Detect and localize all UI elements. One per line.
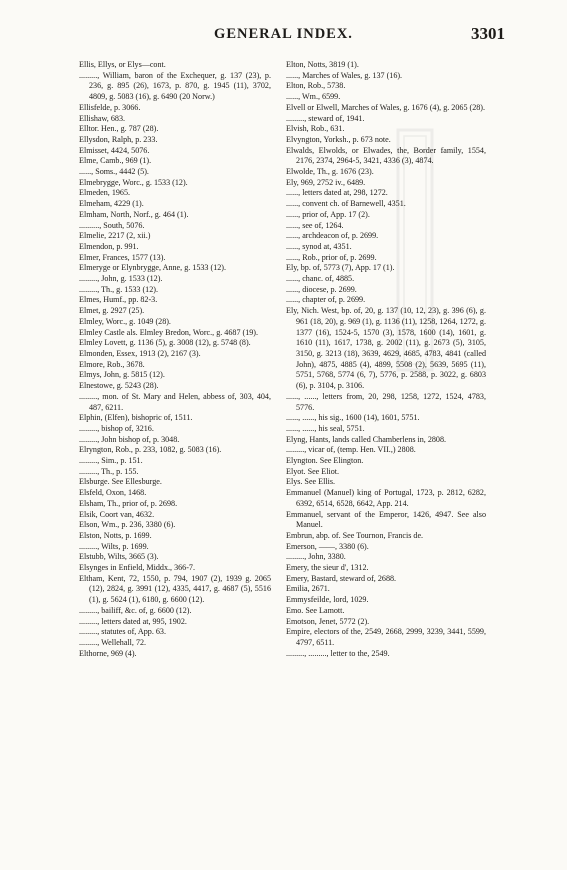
index-entry: Elvell or Elwell, Marches of Wales, g. 1676 (4), g. 2065 (28).	[286, 102, 486, 112]
index-entry: Emilia, 2671.	[286, 584, 330, 594]
index-entry: ........., letters dated at, 995, 1902.	[79, 616, 187, 626]
index-entry: Elsik, Coort van, 4632.	[79, 509, 155, 519]
index-entry: Elmley Castle als. Elmley Bredon, Worc., g. 4687 (19).	[79, 327, 259, 337]
index-entry: Emery, Bastard, steward of, 2688.	[286, 573, 397, 583]
index-entry: Elryngton, Rob., p. 233, 1082, g. 5083 (16).	[79, 445, 222, 455]
index-entry: ........., vicar of, (temp. Hen. VII.,) 2808.	[286, 445, 416, 455]
index-entry: ......, see of, 1264.	[286, 220, 344, 230]
index-entry: Ely, bp. of, 5773 (7), App. 17 (1).	[286, 263, 395, 273]
index-entry: Ellishaw, 683.	[79, 113, 126, 123]
index-entry: ........., Wilts, p. 1699.	[79, 541, 149, 551]
index-entry: ........., bishop of, 3216.	[79, 423, 154, 433]
index-entry: ......, diocese, p. 2699.	[286, 284, 357, 294]
index-entry: ........., bailiff, &c. of, g. 6600 (12).	[79, 605, 192, 615]
page-number: 3301	[471, 24, 505, 43]
index-entry: ........., William, baron of the Exchequer, g. 137 (23), p. 236, g. 895 (26), 1673, p. 870, g. 1945 (11), 3702, 4809, g. 5083 (16), g. 6490 (20 Norw.)	[79, 70, 271, 102]
index-entry: Elnestowe, g. 5243 (28).	[79, 381, 159, 391]
index-entry: ........., Wellehall, 72.	[79, 637, 147, 647]
index-entry: ........., mon. of St. Mary and Helen, abbess of, 303, 404, 487, 6211.	[79, 391, 271, 412]
index-entry: ......, synod at, 4351.	[286, 241, 352, 251]
index-entry: Embrun, abp. of. See Tournon, Francis de.	[286, 530, 424, 540]
index-entry: ......, archdeacon of, p. 2699.	[286, 231, 379, 241]
index-entry: Emo. See Lamott.	[286, 605, 345, 615]
index-entry: Elmore, Rob., 3678.	[79, 359, 145, 369]
index-entry: .........., South, 5076.	[79, 220, 145, 230]
index-entry: ......, convent ch. of Barnewell, 4351.	[286, 199, 406, 209]
index-entry: Eltham, Kent, 72, 1550, p. 794, 1907 (2), 1939 g. 2065 (12), 2824, g. 3991 (12), 4335, 4417, g. 4687 (5), 5516 (1), g. 5624 (1), 6180, g. 6600 (12).	[79, 573, 271, 605]
index-entry: Emery, the sieur d', 1312.	[286, 563, 369, 573]
index-entry: ......, letters dated at, 298, 1272.	[286, 188, 388, 198]
index-entry: Elvyngton, Yorksh., p. 673 note.	[286, 134, 391, 144]
index-entry: ......, prior of, App. 17 (2).	[286, 209, 370, 219]
index-entry: ........., Th., g. 1533 (12).	[79, 284, 158, 294]
index-entry: Elltor. Hen., g. 787 (28).	[79, 124, 159, 134]
index-entry: Elmys, John, g. 5815 (12).	[79, 370, 165, 380]
index-entry: Emerson, ——, 3380 (6).	[286, 541, 369, 551]
index-entry: Elyot. See Eliot.	[286, 466, 340, 476]
index-entry: Elton, Notts, 3819 (1).	[286, 60, 359, 69]
index-entry: Elsburge. See Ellesburge.	[79, 477, 162, 487]
index-entry: Elwolde, Th., g. 1676 (23).	[286, 167, 374, 177]
index-entry: Elmendon, p. 991.	[79, 241, 139, 251]
index-entry: Elys. See Ellis.	[286, 477, 336, 487]
index-entry: Elyngton. See Elington.	[286, 456, 364, 466]
index-entry: Emmysfeilde, lord, 1029.	[286, 595, 369, 605]
index-entry: Elyng, Hants, lands called Chamberlens in, 2808.	[286, 434, 447, 444]
index-entry: Elton, Rob., 5738.	[286, 81, 346, 91]
index-entry: Elmelie, 2217 (2, xii.)	[79, 231, 151, 241]
index-entry: Elmisset, 4424, 5076.	[79, 145, 150, 155]
index-entry: Empire, electors of the, 2549, 2668, 2999, 3239, 3441, 5599, 4797, 6511.	[286, 627, 486, 647]
index-entry: Elmley, Worc., g. 1049 (28).	[79, 316, 171, 326]
index-entry: Elmham, North, Norf., g. 464 (1).	[79, 209, 189, 219]
index-entry: ......, ......, letters from, 20, 298, 1258, 1272, 1524, 4783, 5776.	[286, 391, 486, 412]
index-entry: Emmanuel, servant of the Emperor, 1426, 4947. See also Manuel.	[286, 509, 486, 530]
index-entry: Elvish, Rob., 631.	[286, 124, 345, 134]
index-entry: Ellisfelde, p. 3066.	[79, 102, 141, 112]
index-entry: ........., John bishop of, p. 3048.	[79, 434, 180, 444]
index-entry: ......, Rob., prior of, p. 2699.	[286, 252, 377, 262]
index-entry: Elmet, g. 2927 (25).	[79, 306, 145, 316]
index-entry: Elsynges in Enfield, Middx., 366-7.	[79, 563, 195, 573]
index-entry: Elson, Wm., p. 236, 3380 (6).	[79, 520, 176, 530]
index-entry: ......, Wm., 6599.	[286, 92, 341, 102]
index-entry: ........., Sim., p. 151.	[79, 456, 143, 466]
index-entry: Elme, Camb., 969 (1).	[79, 156, 152, 166]
index-entry: Ely, 969, 2752 iv., 6489.	[286, 177, 366, 187]
index-entry: Elmebrygge, Worc., g. 1533 (12).	[79, 177, 188, 187]
index-entry: ........., ........., letter to the, 2549.	[286, 648, 390, 658]
index-entry: Elphin, (Elfen), bishopric of, 1511.	[79, 413, 193, 423]
index-entry: ........., John, 3380.	[286, 552, 346, 562]
index-entry: Elston, Notts, p. 1699.	[79, 530, 152, 540]
index-entry: Elmonden, Essex, 1913 (2), 2167 (3).	[79, 348, 201, 358]
index-entry: ........., statutes of, App. 63.	[79, 627, 167, 637]
index-entry: Elsfeld, Oxon, 1468.	[79, 488, 147, 498]
index-entry: Ellis, Ellys, or Elys—cont.	[79, 60, 166, 69]
page-header	[0, 26, 567, 46]
index-column-right	[286, 60, 486, 659]
index-entry: Ellysdon, Ralph, p. 233.	[79, 134, 158, 144]
index-entry: Elstubb, Wilts, 3665 (3).	[79, 552, 159, 562]
index-entry: ........., John, g. 1533 (12).	[79, 274, 163, 284]
index-entry: Elmes, Humf., pp. 82-3.	[79, 295, 158, 305]
index-entry: Emmanuel (Manuel) king of Portugal, 1723, p. 2812, 6282, 6392, 6514, 6528, 6642, App. 214.	[286, 488, 486, 508]
index-entry: Elmeryge or Elynbrygge, Anne, g. 1533 (12).	[79, 263, 227, 273]
index-entry: Elthorne, 969 (4).	[79, 648, 137, 658]
index-entry: Elsham, Th., prior of, p. 2698.	[79, 498, 178, 508]
index-entry: Elmley Lovett, g. 1136 (5), g. 3008 (12), g. 5748 (8).	[79, 338, 251, 348]
index-entry: ......, Soms., 4442 (5).	[79, 167, 149, 177]
index-entry: Elmeden, 1965.	[79, 188, 131, 198]
index-entry: ......, chanc. of, 4885.	[286, 274, 355, 284]
index-entry: Emotson, Jenet, 5772 (2).	[286, 616, 370, 626]
index-entry: ......, chapter of, p. 2699.	[286, 295, 366, 305]
index-entry: ......, Marches of Wales, g. 137 (16).	[286, 70, 403, 80]
index-entry: Elmer, Frances, 1577 (13).	[79, 252, 166, 262]
index-entry: ........., Th., p. 155.	[79, 466, 139, 476]
index-entry: ......, ......, his seal, 5751.	[286, 423, 365, 433]
index-entry: ........., steward of, 1941.	[286, 113, 365, 123]
index-entry: Ely, Nich. West, bp. of, 20, g. 137 (10, 12, 23), g. 396 (6), g. 961 (18, 20), g. 969 (1), g. 1136 (11), 1258, 1264, 1272, g. 1377 (16), 1524-5, 1570 (3), 1578, 1600 (14), 1601, g. 1610 (11), 1617, 1738, g. 2002 (11), g. 2673 (5), 3105, 3150, g. 3213 (18), 3639, 4629, 4685, 4783, 4841 (called John), 4875, 4885 (4), 4899, 5508 (2), 5639, 5695 (11), 5751, 5768, 5774 (6, 7), 5776, p. 2588, p. 3022, g. 6803 (6), p. 3104, p. 3106.	[286, 306, 486, 391]
index-entry: ......, ......, his sig., 1600 (14), 1601, 5751.	[286, 413, 420, 423]
index-entry: Elwalds, Elwolds, or Elwades, the, Border family, 1554, 2176, 2374, 2964-5, 3421, 4336 (3), 4874.	[286, 145, 486, 166]
running-title: GENERAL INDEX.	[214, 26, 353, 42]
index-entry: Elmeham, 4229 (1).	[79, 199, 144, 209]
index-column-left	[79, 60, 271, 659]
